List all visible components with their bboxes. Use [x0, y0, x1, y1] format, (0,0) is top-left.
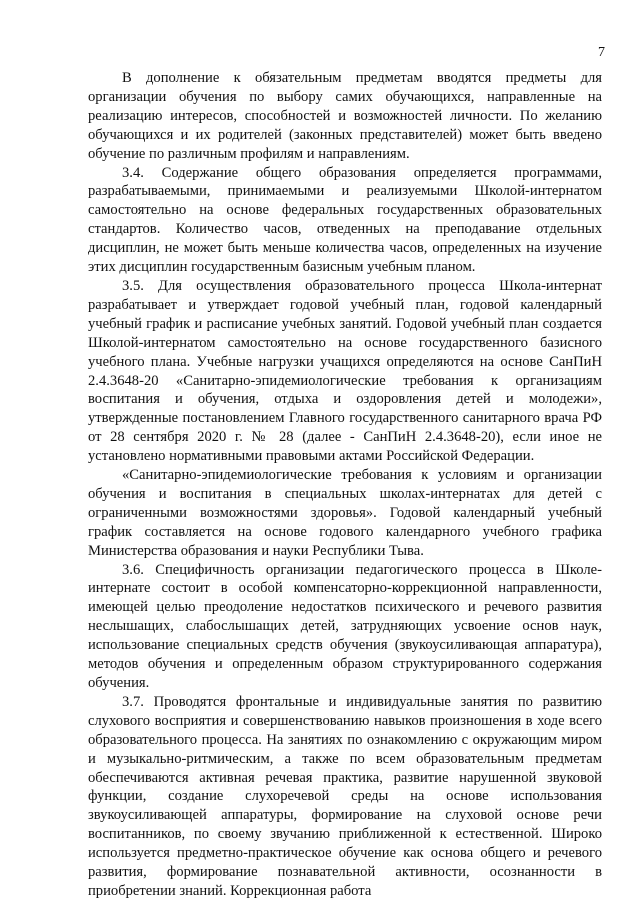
- paragraph-3-6: 3.6. Специфичность организации педагогического процесса в Школе-интернате состоит в особой компенсаторно-коррекционной направленности, имеющей целью преодоление недостатков психического и речевого развития неслышащих, слабослышащих детей, затрудняющих усвоение основ наук, использование специальных средств обучения (звукоусиливающая аппаратура), методов обучения и определенным образом структурированного содержания обучения.: [88, 561, 602, 691]
- paragraph-3-7: 3.7. Проводятся фронтальные и индивидуальные занятия по развитию слухового восприятия и совершенствованию навыков произношения в ходе всего образовательного процесса. На занятиях по ознакомлению с окружающим миром и музыкально-ритмическим, а также по всем образовательным предметам обеспечиваются активная речевая практика, развитие нарушенной звуковой функции, создание слухоречевой среды на основе использования звукоусиливающей аппаратуры, формирование на слуховой основе речи воспитанников, по своему звучанию приближенной к естественной. Широко используется предметно-практическое обучение как основа общего и речевого развития, формирование познавательной активности, осознанности в приобретении знаний. Коррекционная работа: [88, 693, 602, 899]
- document-body: [88, 69, 602, 901]
- page-number: 7: [598, 45, 605, 60]
- paragraph-intro: В дополнение к обязательным предметам вводятся предметы для организации обучения по выбору самих обучающихся, направленные на реализацию интересов, способностей и возможностей личности. По желанию обучающихся и их родителей (законных представителей) может быть введено обучение по различным профилям и направлениям.: [88, 70, 602, 162]
- paragraph-3-4: 3.4. Содержание общего образования определяется программами, разрабатываемыми, принимаемыми и реализуемыми Школой-интернатом самостоятельно на основе федеральных государственных образовательных стандартов. Количество часов, отведенных на преподавание отдельных дисциплин, не может быть меньше количества часов, определенных на изучение этих дисциплин государственным базисным учебным планом.: [88, 164, 602, 276]
- paragraph-3-5: 3.5. Для осуществления образовательного процесса Школа-интернат разрабатывает и утверждает годовой учебный план, годовой календарный учебный график и расписание учебных занятий. Годовой учебный план создается Школой-интернатом самостоятельно на основе государственного базисного учебного плана. Учебные нагрузки учащихся определяются на основе СанПиН 2.4.3648-20 «Санитарно-эпидемиологические требования к организациям воспитания и обучения, отдыха и оздоровления детей и молодежи», утвержденные постановлением Главного государственного санитарного врача РФ от 28 сентября 2020 г. № 28 (далее - СанПиН 2.4.3648-20), если иное не установлено нормативными правовыми актами Российской Федерации.: [88, 277, 602, 465]
- paragraph-sanpin-quote: «Санитарно-эпидемиологические требования к условиям и организации обучения и воспитания в специальных школах-интернатах для детей с ограниченными возможностями здоровья». Годовой календарный учебный график составляется на основе годового календарного учебного графика Министерства образования и науки Республики Тыва.: [88, 467, 602, 559]
